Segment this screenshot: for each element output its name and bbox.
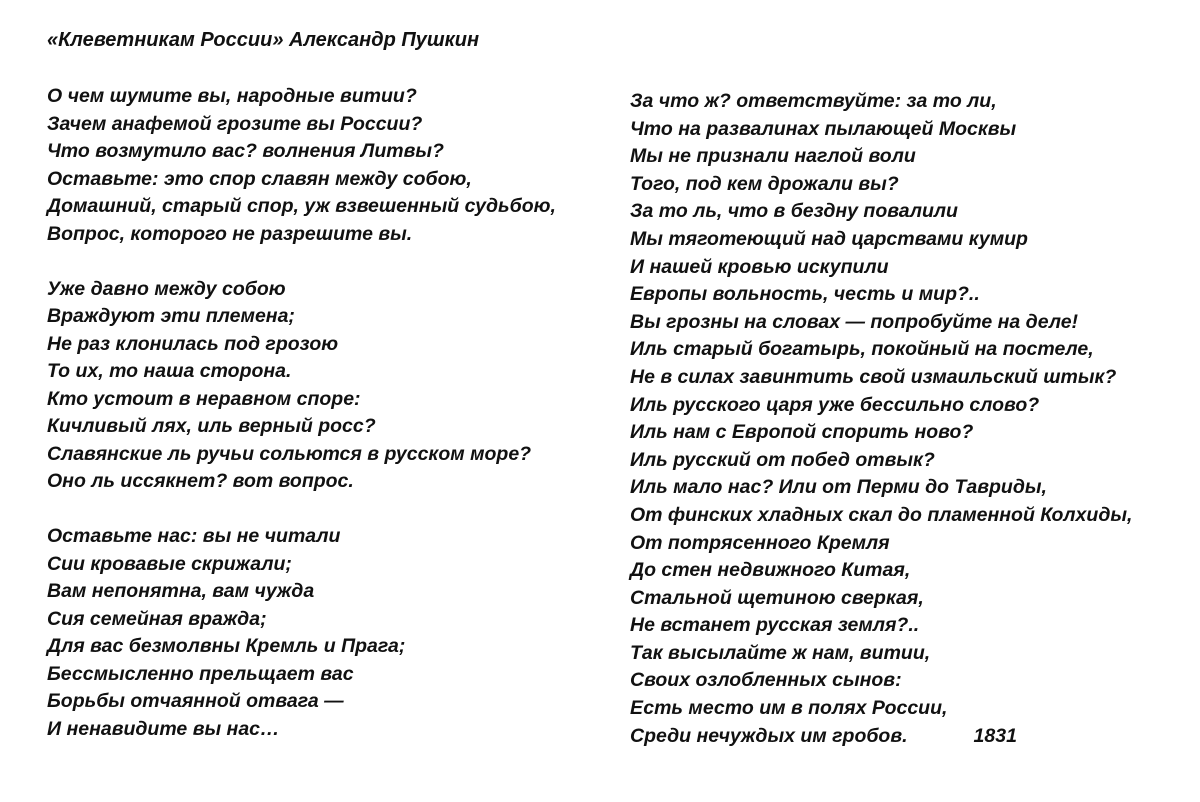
last-verse-line (630, 723, 1132, 751)
verse-line: Славянские ль ручьи сольются в русском море? (47, 442, 532, 465)
verse-line: Вам непонятна, вам чужда (47, 580, 315, 602)
verse-line: Враждуют эти племена; (47, 305, 295, 327)
verse-line: Иль русский от побед отвык? (630, 448, 935, 471)
verse-line: Что возмутило вас? волнения Литвы? (47, 140, 444, 162)
verse-line: Борьбы отчаянной отвага — (47, 690, 344, 712)
verse-line: То их, то наша сторона. (47, 360, 292, 382)
verse-line: За что ж? ответствуйте: за то ли, (630, 90, 997, 112)
verse-line: Иль мало нас? Или от Перми до Тавриды, (630, 476, 1047, 499)
last-verse-text: Среди нечуждых им гробов. (630, 724, 908, 747)
verse-line: Уже давно между собою (47, 277, 286, 300)
verse-line: И нашей кровью искупили (630, 255, 889, 278)
verse-line: Не встанет русская земля?.. (630, 614, 920, 637)
poem-year: 1831 (973, 724, 1017, 747)
verse-line: Своих озлобленных сынов: (630, 669, 902, 692)
verse-line: Иль старый богатырь, покойный на постеле, (630, 338, 1094, 361)
verse-line: Европы вольность, честь и мир?.. (630, 283, 980, 306)
verse-line: Вы грозны на словах — попробуйте на деле! (630, 310, 1079, 333)
stanza-3 (47, 523, 556, 743)
verse-line: От финских хладных скал до пламенной Колхиды, (630, 503, 1133, 526)
stanza-1 (47, 83, 556, 248)
right-column (630, 88, 1132, 750)
verse-line: Не в силах завинтить свой измаильский штык? (630, 365, 1117, 388)
verse-line: Оставьте нас: вы не читали (47, 525, 341, 547)
verse-line: Оставьте: это спор славян между собою, (47, 167, 472, 190)
verse-line: Мы тяготеющий над царствами кумир (630, 227, 1028, 250)
verse-line: Сия семейная вражда; (47, 607, 267, 630)
verse-line: Кичливый лях, иль верный росс? (47, 415, 376, 437)
verse-line: Бессмысленно прельщает вас (47, 662, 354, 685)
verse-line: Есть место им в полях России, (630, 697, 948, 720)
verse-line: О чем шумите вы, народные витии? (47, 85, 417, 107)
stanza-2 (47, 276, 556, 496)
verse-line: Домашний, старый спор, уж взвешенный судьбою, (47, 195, 556, 217)
verse-line: И ненавидите вы нас… (47, 717, 280, 740)
verse-line: Для вас безмолвны Кремль и Прага; (47, 635, 406, 657)
verse-line: Не раз клонилась под грозою (47, 332, 339, 355)
verse-line: Того, под кем дрожали вы? (630, 172, 899, 195)
verse-line: Кто устоит в неравном споре: (47, 387, 361, 410)
verse-line: Оно ль иссякнет? вот вопрос. (47, 470, 354, 492)
verse-line: Зачем анафемой грозите вы России? (47, 112, 423, 135)
verse-line: Иль русского царя уже бессильно слово? (630, 393, 1040, 416)
verse-line: Так высылайте ж нам, витии, (630, 641, 931, 664)
verse-line: Иль нам с Европой спорить ново? (630, 421, 974, 444)
verse-line: Стальной щетиною сверкая, (630, 586, 924, 609)
verse-line: Что на развалинах пылающей Москвы (630, 117, 1017, 140)
left-column (47, 83, 556, 743)
verse-line: Мы не признали наглой воли (630, 145, 916, 168)
verse-line: Вопрос, которого не разрешите вы. (47, 222, 413, 245)
verse-line: От потрясенного Кремля (630, 531, 890, 554)
poem-title: «Клеветникам России» Александр Пушкин (47, 29, 480, 51)
verse-line: Сии кровавые скрижали; (47, 552, 292, 575)
verse-line: До стен недвижного Китая, (630, 559, 911, 582)
verse-line: За то ль, что в бездну повалили (630, 200, 958, 223)
